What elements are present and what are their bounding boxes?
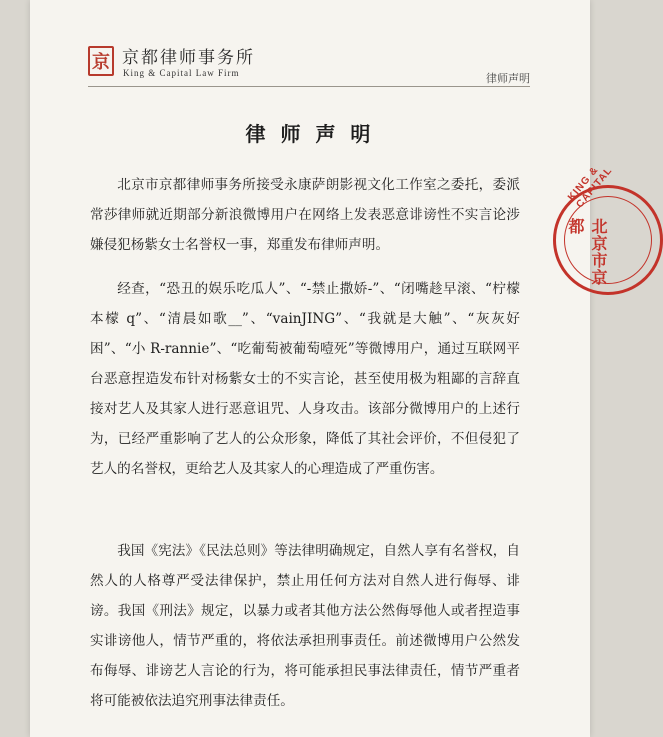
seal-text-en: KING & CAPITAL [566,164,615,211]
firm-name-cn: 京都律师事务所 [122,48,255,68]
firm-name-en: King & Capital Law Firm [123,68,240,78]
paragraph-1: 北京市京都律师事务所接受永康萨朗影视文化工作室之委托，委派常莎律师就近期部分新浪微博用户在网络上发表恶意诽谤性不实言论涉嫌侵犯杨紫女士名誉权一事，郑重发布律师声明。 [90,177,520,253]
firm-logo-mark: 京 [92,52,110,73]
paragraph-3: 我国《宪法》《民法总则》等法律明确规定，自然人享有名誉权，自然人的人格尊严受法律保护，禁止用任何方法对自然人进行侮辱、诽谤。我国《刑法》规定，以暴力或者其他方法公然侮辱他人或者捏造事实诽谤他人，情节严重的，将依法承担刑事责任。前述微博用户公然发布侮辱、诽谤艺人言论的行为，将可能承担民事法律责任，情节严重者将可能被依法追究刑事法律责任。 [90,543,520,709]
firm-seal-stamp [553,164,663,295]
header-divider [88,86,530,87]
paragraph-2: 经查，“恐丑的娱乐吃瓜人”、“-禁止撒娇-”、“闭嘴趁早滚、“柠檬本檬 q”、“清晨如歌__”、“vainJING”、“我就是大触”、“灰灰好困”、“小 R-rannie”、“吃葡萄被葡萄噎死”等微博用户，通过互联网平台恶意捏造发布针对杨紫女士的不实言论，甚至使用极为粗鄙的言辞直接对艺人及其家人进行恶意诅咒、人身攻击。该部分微博用户的上述行为，已经严重影响了艺人的公众形象，降低了其社会评价，不但侵犯了艺人的名誉权，更给艺人及其家人的心理造成了严重伤害。 [90,281,520,477]
document-page [30,0,615,737]
document-title: 律 师 声 明 [245,122,375,146]
firm-logo [88,46,114,76]
header-doc-type: 律师声明 [486,72,530,85]
seal-text-cn: 北京市京都 [566,218,608,286]
